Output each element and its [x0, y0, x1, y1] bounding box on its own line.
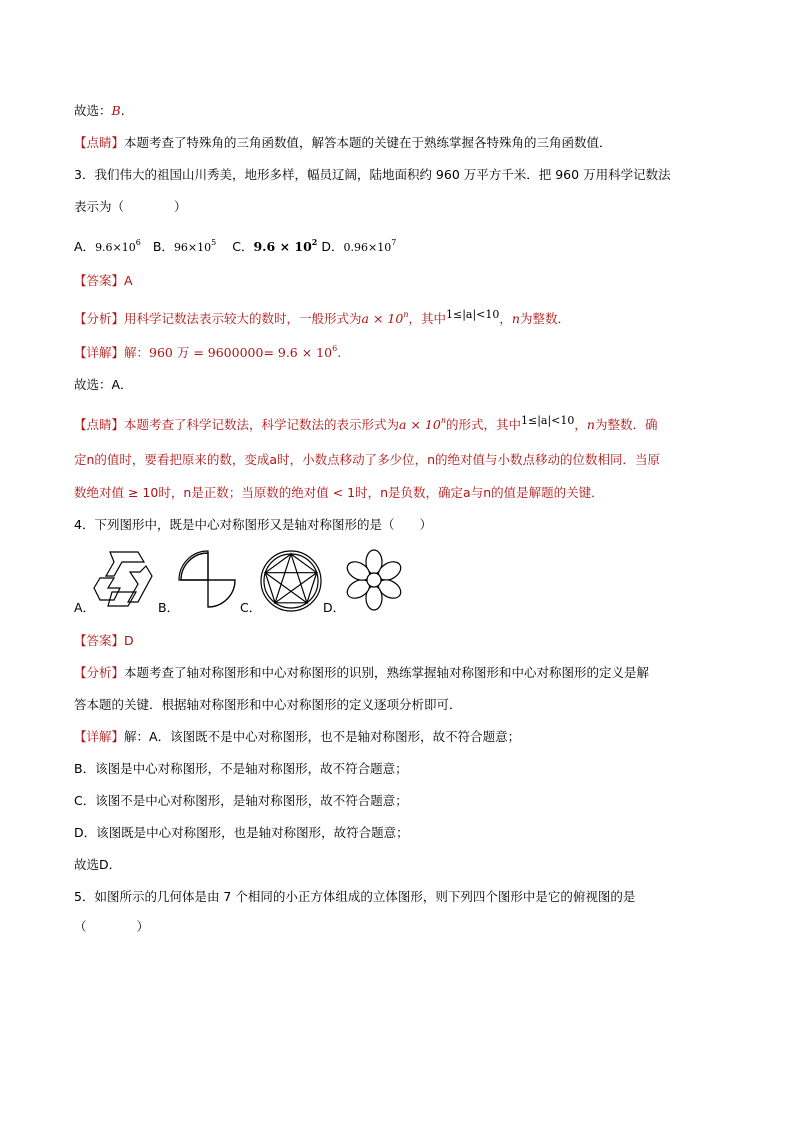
dianjing-text-b: 的形式，其中 — [445, 417, 521, 432]
q3-options — [74, 238, 396, 257]
q4-label-b: B． — [158, 600, 180, 615]
q4-label-c: C． — [240, 600, 262, 615]
q3-analysis-line — [74, 310, 570, 329]
dianjing-tag: 【点睛】 — [74, 135, 125, 150]
q4-stem: 4．下列图形中，既是中心对称图形又是轴对称图形的是（ ） — [74, 517, 432, 532]
dianjing-n: n — [586, 417, 595, 432]
detail-text-a: 解：A．该图既不是中心对称图形，也不是轴对称图形，故不符合题意； — [124, 729, 521, 744]
choose-prefix: 故选： — [74, 103, 112, 118]
dianjing-text-a: 本题考查了科学记数法，科学记数法的表示形式为 — [124, 417, 400, 432]
q4-label-a: A． — [74, 600, 96, 615]
analysis-tag: 【分析】 — [74, 665, 125, 680]
q3-detail-line — [74, 344, 341, 362]
option-d-value: $0.96\times 10^7$ — [343, 238, 397, 254]
flower-figure — [342, 548, 406, 612]
q4-analysis-line1 — [74, 664, 649, 682]
analysis-text: 本题考查了轴对称图形和中心对称图形的识别，熟练掌握轴对称图形和中心对称图形的定义是解 — [124, 665, 650, 680]
q4-analysis-line2: 答本题的关键．根据轴对称图形和中心对称图形的定义逐项分析即可． — [74, 697, 462, 712]
analysis-n: n — [511, 311, 520, 326]
dianjing-range: 1≤|a|<10 — [520, 414, 575, 427]
answer-tag: 【答案】 — [74, 273, 125, 288]
analysis-comma: ， — [499, 311, 512, 326]
q5-stem-line1: 5．如图所示的几何体是由 7 个相同的小正方体组成的立体图形，则下列四个图形中是它的俯视图的是 — [74, 889, 636, 904]
q3-stem-line1: 3．我们伟大的祖国山川秀美，地形多样，幅员辽阔，陆地面积约 960 万平方千米．把 960 万用科学记数法 — [74, 167, 671, 182]
analysis-form: $a \times 10^n$ — [361, 310, 409, 326]
choose-suffix: . — [120, 103, 125, 118]
dianjing-comma: ， — [574, 417, 587, 432]
q4-detail-a — [74, 728, 520, 746]
recycle-triangle-figure — [92, 550, 156, 612]
q5-stem-line2: （ ） — [74, 919, 150, 934]
q3-dianjing-line3: 数绝对值 ≥ 10时，n是正数；当原数的绝对值 < 1时，n是负数，确定a与n的值是解题的关键． — [74, 485, 604, 500]
detail-tag: 【详解】 — [74, 345, 125, 360]
dianjing-text: 本题考查了特殊角的三角函数值，解答本题的关键在于熟练掌握各特殊角的三角函数值． — [124, 135, 612, 150]
detail-tag: 【详解】 — [74, 729, 125, 744]
option-b-label: B． — [152, 239, 174, 254]
detail-equation: 解：960 万 = $9600000= 9.6 \times 10^6$. — [124, 344, 342, 360]
q4-detail-b: B．该图是中心对称图形，不是轴对称图形，故不符合题意； — [74, 761, 408, 776]
dianjing-text-d: 为整数．确 — [594, 417, 658, 432]
dianjing-tag: 【点睛】 — [74, 417, 125, 432]
option-c-label: C． — [232, 239, 254, 254]
q4-answer-line — [74, 632, 134, 650]
answer-value: D — [124, 633, 134, 648]
dianjing-form: $a \times 10^n$ — [399, 416, 446, 432]
analysis-text-2: ，其中 — [408, 311, 446, 326]
q3-dianjing-line1 — [74, 416, 657, 435]
analysis-text: 用科学记数法表示较大的数时，一般形式为 — [124, 311, 362, 326]
option-a-value: $9.6\times 10^6$ — [95, 238, 141, 254]
q4-detail-d: D．该图既是中心对称图形，也是轴对称图形，故符合题意； — [74, 825, 409, 840]
q4-label-d: D． — [323, 600, 346, 615]
analysis-range: 1≤|a|<10 — [445, 308, 500, 321]
option-b-value: $96\times 10^5$ — [173, 238, 217, 254]
analysis-tag: 【分析】 — [74, 311, 125, 326]
q3-choose-line: 故选：A． — [74, 377, 133, 392]
star-in-circle-figure — [258, 548, 324, 614]
q3-stem-line2: 表示为（ ） — [74, 199, 187, 214]
q4-detail-c: C．该图不是中心对称图形，是轴对称图形，故不符合题意； — [74, 793, 408, 808]
option-d-label: D． — [321, 239, 344, 254]
choose-answer: B — [111, 103, 121, 118]
answer-tag: 【答案】 — [74, 633, 125, 648]
option-c-value: $9.6 \times 10^2$ — [253, 237, 318, 254]
q2-dianjing-line — [74, 134, 612, 152]
q3-dianjing-line2: 定n的值时，要看把原来的数，变成a时，小数点移动了多少位，n的绝对值与小数点移动的位数相同．当原 — [74, 452, 661, 467]
q3-answer-line — [74, 272, 133, 290]
q2-choose-line — [74, 102, 125, 120]
analysis-text-4: 为整数． — [519, 311, 570, 326]
pinwheel-figure — [175, 549, 241, 611]
option-a-label: A． — [74, 239, 96, 254]
q4-choose: 故选D． — [74, 857, 122, 872]
answer-value: A — [124, 273, 133, 288]
